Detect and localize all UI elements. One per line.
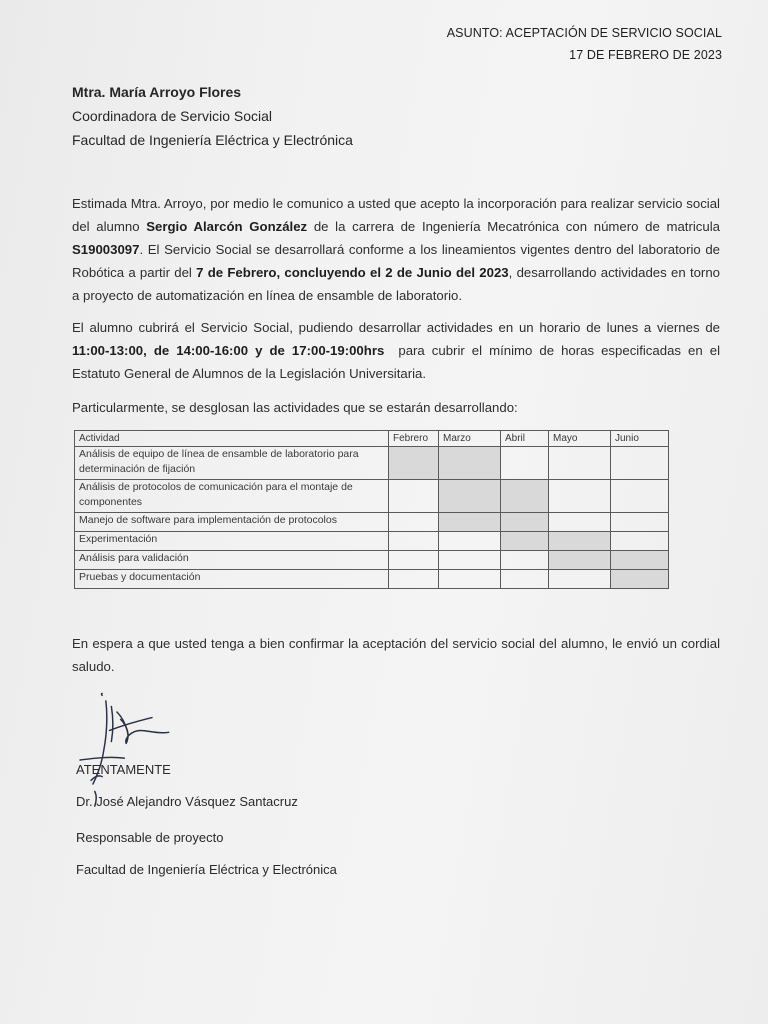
student-name: Sergio Alarcón González [146,219,308,234]
month-cell [389,480,439,513]
recipient-name: Mtra. María Arroyo Flores [72,84,242,100]
month-cell [611,532,669,551]
header-activity: Actividad [75,431,389,447]
schedule-text-1: El alumno cubrirá el Servicio Social, pudiendo desarrollar actividades en un horario de lunes a viernes de [72,320,720,335]
header-month: Mayo [549,431,611,447]
activity-cell: Análisis para validación [75,551,389,570]
closing-word: ATENTAMENTE [76,762,171,777]
activities-table [74,430,669,589]
signer-name: Dr. José Alejandro Vásquez Santacruz [76,794,298,809]
header-month: Abril [501,431,549,447]
letter-date: 17 DE FEBRERO DE 2023 [569,48,722,62]
month-cell-filled [501,532,549,551]
month-cell-filled [439,447,501,480]
activity-cell: Análisis de equipo de línea de ensamble de laboratorio para determinación de fijación [75,447,389,480]
month-cell [389,513,439,532]
month-cell [611,447,669,480]
header-month: Marzo [439,431,501,447]
month-cell [389,551,439,570]
student-matricula: S19003097 [72,242,140,257]
handwritten-signature [68,688,188,808]
service-period: 7 de Febrero, concluyendo el 2 de Junio del 2023 [196,265,509,280]
month-cell [501,551,549,570]
paragraph-activities-intro: Particularmente, se desglosan las actividades que se estarán desarrollando: [72,400,518,415]
table-row [75,447,669,480]
month-cell [439,551,501,570]
month-cell-filled [439,480,501,513]
month-cell [389,532,439,551]
month-cell-filled [501,480,549,513]
table-row [75,480,669,513]
table-row [75,532,669,551]
activity-cell: Experimentación [75,532,389,551]
letter-header [447,22,722,66]
month-cell-filled [611,551,669,570]
paragraph-closing: En espera a que usted tenga a bien confirmar la aceptación del servicio social del alumno, le envió un cordial saludo. [72,636,720,674]
activity-cell: Pruebas y documentación [75,570,389,589]
paragraph-intro [72,192,720,307]
month-cell [501,447,549,480]
schedule-hours: 11:00-13:00, de 14:00-16:00 y de 17:00-19:00hrs [72,343,385,358]
schedule-text-2: para cubrir el mínimo de horas especificadas en el Estatuto General de Alumnos de la Legislación Universitaria. [72,343,724,381]
month-cell [389,570,439,589]
recipient-position: Coordinadora de Servicio Social [72,108,272,124]
intro-text-4: , desarrollando actividades en torno a proyecto de automatización en línea de ensamble de laboratorio. [72,265,720,303]
month-cell [549,513,611,532]
month-cell-filled [549,532,611,551]
month-cell-filled [501,513,549,532]
activity-cell: Análisis de protocolos de comunicación para el montaje de componentes [75,480,389,513]
recipient-faculty: Facultad de Ingeniería Eléctrica y Electrónica [72,132,353,148]
month-cell [611,480,669,513]
header-month: Junio [611,431,669,447]
month-cell [611,513,669,532]
intro-text-1: Estimada Mtra. Arroyo, por medio le comunico a usted que acepto la incorporación para realizar servicio social del alumno [72,196,720,234]
recipient-block [72,80,353,152]
month-cell [439,532,501,551]
intro-text-2: de la carrera de Ingeniería Mecatrónica con número de matricula [307,219,720,234]
signer-role: Responsable de proyecto [76,830,224,845]
paragraph-schedule [72,316,724,385]
month-cell-filled [549,551,611,570]
intro-text-3: . El Servicio Social se desarrollará conforme a los lineamientos vigentes dentro del laboratorio de Robótica a partir del [72,242,720,280]
month-cell-filled [439,513,501,532]
month-cell-filled [611,570,669,589]
month-cell [549,570,611,589]
subject-line: ASUNTO: ACEPTACIÓN DE SERVICIO SOCIAL [446,26,722,40]
month-cell [501,570,549,589]
table-row [75,570,669,589]
table-header-row [75,431,669,447]
month-cell [549,480,611,513]
month-cell-filled [389,447,439,480]
month-cell [549,447,611,480]
table-row [75,513,669,532]
month-cell [439,570,501,589]
activity-cell: Manejo de software para implementación de protocolos [75,513,389,532]
signer-faculty: Facultad de Ingeniería Eléctrica y Electrónica [76,862,337,877]
header-month: Febrero [389,431,439,447]
table-row [75,551,669,570]
